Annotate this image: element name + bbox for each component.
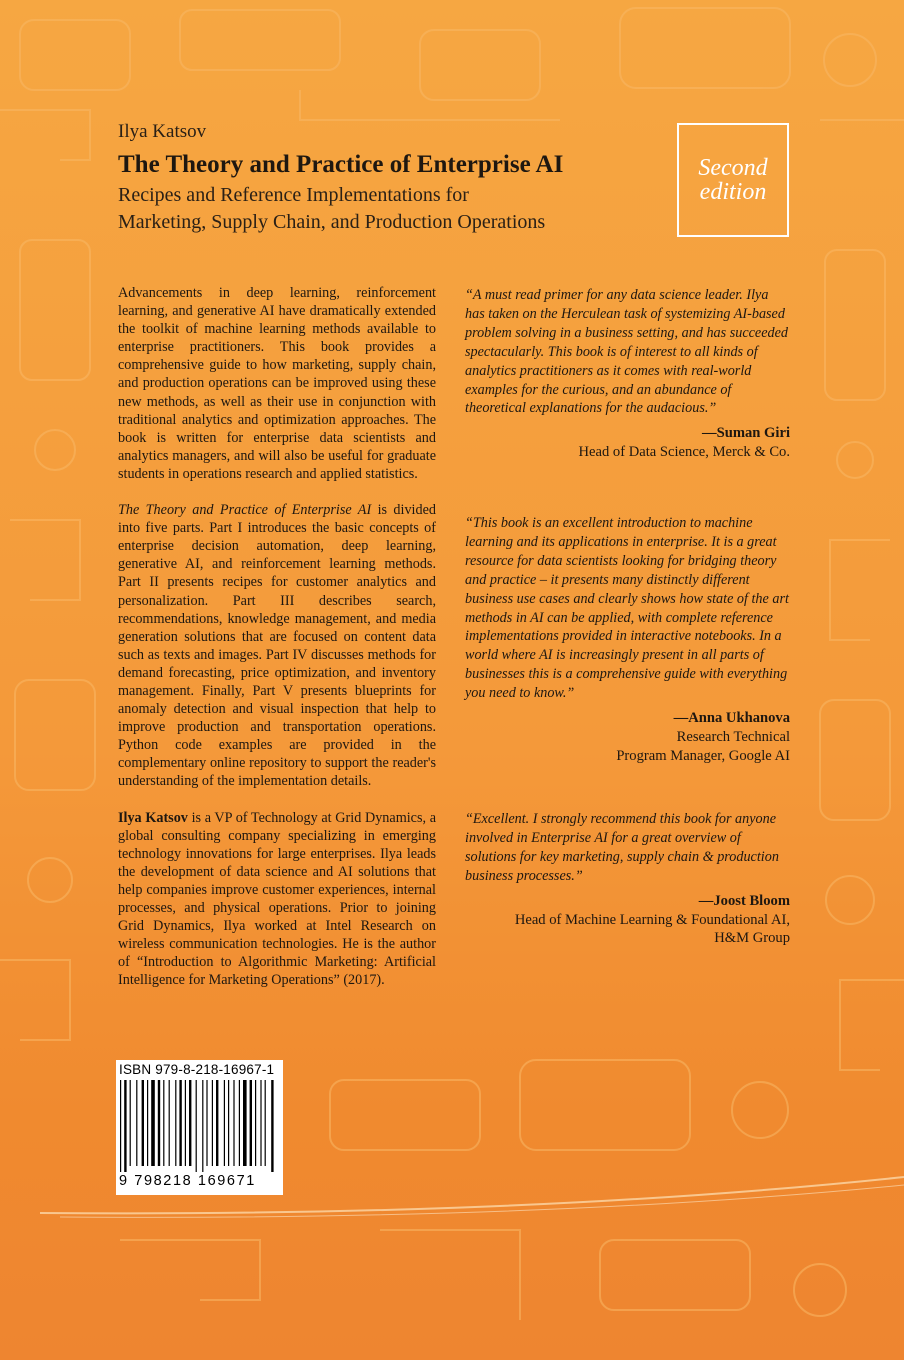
barcode-bar (136, 1080, 137, 1166)
barcode-bar (265, 1080, 266, 1166)
barcode-bar (158, 1080, 160, 1166)
description-paragraph-1: Advancements in deep learning, reinforcement learning, and generative AI have dramatically extended the toolkit of machine learning methods available to enterprise practitioners. This book provides a comprehensive guide to how marketing, supply chain, and production operations can be improved using these new methods, as well as their use in conjunction with traditional analytics and optimization approaches. The book is written for enterprise data scientists and analytics managers, and will also be useful for graduate students in operations research and applied statistics. (118, 285, 436, 482)
edition-line-2: edition (699, 179, 767, 205)
endorser-name: —Suman Giri (702, 425, 790, 442)
barcode-bar (228, 1080, 229, 1166)
barcode-bar (250, 1080, 252, 1166)
barcode-bar (179, 1080, 181, 1166)
paragraph-2-text: is divided into five parts. Part I introduces the basic concepts of enterprise decision automation, deep learning, generative AI, and reinforcement learning methods. Part II presents recipes for customer analytics and personalization. Part III describes search, recommendations, knowledge management, and media generation solutions that are focused on content data such as texts and images. Part IV discusses methods for demand forecasting, price optimization, and inventory management. Finally, Part V presents blueprints for anomaly detection and visual inspection that help to improve production and transportation operations. Python code examples are provided in the complementary online repository to support the reader's understanding of the implementation details. (118, 502, 436, 790)
endorser-role: Head of Machine Learning & Foundational AI, (514, 911, 790, 928)
endorser-role-line-2: Program Manager, Google AI (616, 747, 790, 764)
endorsement-quote: “Excellent. I strongly recommend this book for anyone involved in Enterprise AI for a great overview of solutions for key marketing, supply chain & production business processes.” (465, 811, 779, 884)
endorsement (465, 286, 790, 462)
endorser-role: Research Technical (676, 728, 790, 745)
author-bio-paragraph (118, 809, 436, 990)
barcode-bar (206, 1080, 207, 1166)
author-bio-text: is a VP of Technology at Grid Dynamics, a global consulting company specializing in emerging technology innovations for large enterprises. Ilya leads the development of data science and AI solutions that help companies improve customer experiences, internal processes, and physical operations. Prior to joining Grid Dynamics, Ilya worked at Intel Research on wireless communication technologies. He is the author of “Introduction to Algorithmic Marketing: Artificial Intelligence for Marketing Operations” (2017). (118, 809, 436, 989)
book-title: The Theory and Practice of Enterprise AI (118, 151, 564, 178)
barcode-bar (212, 1080, 213, 1166)
barcode-bar (130, 1080, 131, 1166)
edition-badge (677, 123, 789, 237)
endorsement-attribution (465, 892, 790, 949)
endorsement-quote: “This book is an excellent introduction to machine learning and its applications in enterprise. It is a great resource for data scientists looking for bridging theory and practice – it presents many distinctly different business use cases and clearly shows how state of the art methods in AI can be applied, with complete reference implementations provided in interactive notebooks. In a world where AI is increasingly present in all parts of businesses this is a comprehensive guide with everything you need to know.” (465, 515, 789, 702)
barcode-bar (196, 1080, 197, 1172)
author-name: Ilya Katsov (118, 121, 207, 142)
barcode-bar (216, 1080, 218, 1166)
endorser-name: —Joost Bloom (698, 892, 790, 909)
barcode-bar (271, 1080, 273, 1172)
barcode-bar (169, 1080, 170, 1166)
description-paragraph-2 (118, 501, 436, 791)
endorsement (465, 810, 790, 948)
barcode-bar (243, 1080, 247, 1166)
endorser-role-line-2: H&M Group (714, 930, 790, 947)
barcode-bar (185, 1080, 186, 1166)
endorsement-attribution (465, 424, 790, 462)
barcode-bar (151, 1080, 155, 1166)
barcode-bar (255, 1080, 256, 1166)
barcode-bar (147, 1080, 148, 1166)
barcode-bar (142, 1080, 144, 1166)
author-bio-name: Ilya Katsov (118, 809, 188, 826)
subtitle-line-1: Recipes and Reference Implementations for (118, 184, 469, 206)
barcode-bar (239, 1080, 240, 1166)
barcode-bar (233, 1080, 234, 1166)
barcode-bars (120, 1080, 279, 1172)
description-column (118, 284, 436, 1007)
edition-line-1: Second (698, 155, 768, 181)
endorser-name: —Anna Ukhanova (673, 710, 790, 727)
endorsement (465, 514, 790, 766)
isbn-barcode (116, 1060, 283, 1195)
book-title-inline: The Theory and Practice of Enterprise AI (118, 502, 372, 519)
barcode-bar (260, 1080, 261, 1166)
barcode-bar (124, 1080, 126, 1172)
endorser-role: Head of Data Science, Merck & Co. (578, 444, 790, 461)
book-subtitle (118, 182, 545, 236)
barcode-bar (120, 1080, 121, 1172)
endorsement-attribution (465, 709, 790, 766)
barcode-bar (189, 1080, 191, 1166)
barcode-bar (163, 1080, 164, 1166)
barcode-digits: 9 798218 169671 (119, 1173, 256, 1189)
barcode-bar (175, 1080, 176, 1166)
endorsement-quote: “A must read primer for any data science leader. Ilya has taken on the Herculean task of systemizing AI-based problem solving in a business setting, and has succeeded spectacularly. This book is of interest to all kinds of analytics practitioners as it comes with real-world examples for the curious, and an abundance of theoretical explanations for the audacious.” (465, 287, 788, 417)
subtitle-line-2: Marketing, Supply Chain, and Production Operations (118, 211, 546, 233)
isbn-label: ISBN 979-8-218-16967-1 (119, 1062, 275, 1077)
barcode-bar (224, 1080, 225, 1166)
barcode-bar (202, 1080, 203, 1172)
